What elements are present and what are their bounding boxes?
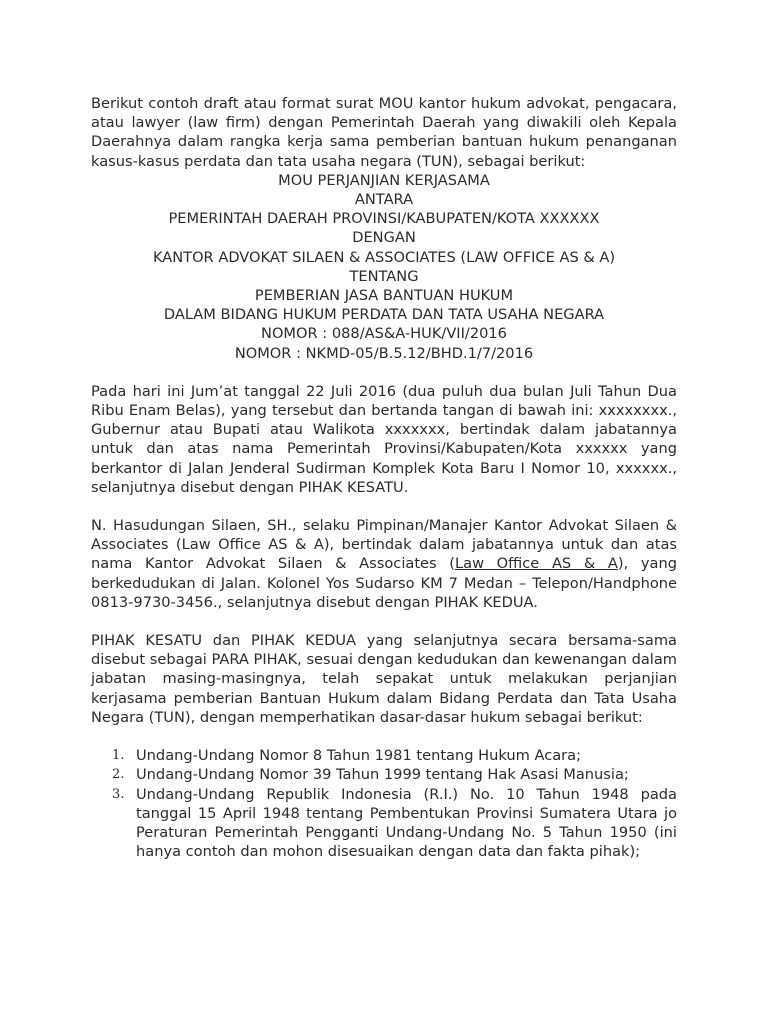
list-number: 1. [112, 748, 125, 764]
second-party-text-after: ), yang berkedudukan di Jalan. Kolonel Yos Sudarso KM 7 Medan – Telepon/Handphone 0813-9730-3456., selanjutnya disebut dengan PIHAK KEDUA. [91, 555, 677, 611]
title-line: ANTARA [354, 191, 414, 209]
list-number: 3. [112, 786, 125, 802]
paragraph-spacer [91, 363, 677, 382]
second-party-paragraph [91, 516, 677, 612]
legal-basis-list [91, 746, 677, 861]
title-line: NOMOR : 088/AS&A-HUK/VII/2016 [261, 325, 507, 343]
paragraph-spacer [91, 497, 677, 516]
title-line: MOU PERJANJIAN KERJASAMA [278, 171, 490, 189]
list-item-text: Undang-Undang Nomor 39 Tahun 1999 tentang Hak Asasi Manusia; [136, 766, 629, 784]
list-item [91, 765, 677, 784]
list-item [91, 746, 677, 765]
first-party-paragraph: Pada hari ini Jum’at tanggal 22 Juli 2016 (dua puluh dua bulan Juli Tahun Dua Ribu Enam Belas), yang tersebut dan bertanda tangan di bawah ini: xxxxxxxx., Gubernur atau Bupati atau Walikota xxxxxxx, bertindak dalam jabatannya untuk dan atas nama Pemerintah Provinsi/Kabupaten/Kota xxxxxx yang berkantor di Jalan Jenderal Sudirman Komplek Kota Baru I Nomor 10, xxxxxx., selanjutnya disebut dengan PIHAK KESATU. [91, 382, 677, 496]
title-line: DENGAN [352, 229, 416, 247]
document-page [91, 94, 677, 861]
title-line: KANTOR ADVOKAT SILAEN & ASSOCIATES (LAW OFFICE AS & A) [152, 248, 616, 266]
list-item-text: Undang-Undang Nomor 8 Tahun 1981 tentang Hukum Acara; [136, 747, 582, 765]
title-line: PEMBERIAN JASA BANTUAN HUKUM [254, 287, 514, 305]
title-line: NOMOR : NKMD-05/B.5.12/BHD.1/7/2016 [234, 344, 534, 362]
paragraph-spacer [91, 612, 677, 631]
law-office-link[interactable]: Law Office AS & A [455, 555, 618, 573]
title-line: PEMERINTAH DAERAH PROVINSI/KABUPATEN/KOTA XXXXXX [168, 210, 600, 228]
list-item-text: Undang-Undang Republik Indonesia (R.I.) No. 10 Tahun 1948 pada tanggal 15 April 1948 tentang Pembentukan Provinsi Sumatera Utara jo Peraturan Pemerintah Pengganti Undang-Undang No. 5 Tahun 1950 (ini hanya contoh dan mohon disesuaikan dengan data dan fakta pihak); [136, 785, 677, 861]
paragraph-spacer [91, 727, 677, 746]
mou-title-block [91, 171, 677, 363]
list-number: 2. [112, 767, 125, 783]
list-item [91, 785, 677, 862]
second-party-text-before: N. Hasudungan Silaen, SH., selaku Pimpinan/Manajer Kantor Advokat Silaen & Associates (Law Office AS & A), bertindak dalam jabatannya untuk dan atas nama Kantor Advokat Silaen & Associates ( [91, 517, 677, 573]
intro-paragraph: Berikut contoh draft atau format surat MOU kantor hukum advokat, pengacara, atau lawyer (law firm) dengan Pemerintah Daerah yang diwakili oleh Kepala Daerahnya dalam rangka kerja sama pemberian bantuan hukum penanganan kasus-kasus perdata dan tata usaha negara (TUN), sebagai berikut: [91, 95, 677, 170]
parties-paragraph: PIHAK KESATU dan PIHAK KEDUA yang selanjutnya secara bersama-sama disebut sebagai PARA PIHAK, sesuai dengan kedudukan dan kewenangan dalam jabatan masing-masingnya, telah sepakat untuk melakukan perjanjian kerjasama pemberian Bantuan Hukum dalam Bidang Perdata dan Tata Usaha Negara (TUN), dengan memperhatikan dasar-dasar hukum sebagai berikut: [91, 632, 677, 726]
title-line: DALAM BIDANG HUKUM PERDATA DAN TATA USAHA NEGARA [163, 306, 605, 324]
title-line: TENTANG [349, 267, 419, 285]
